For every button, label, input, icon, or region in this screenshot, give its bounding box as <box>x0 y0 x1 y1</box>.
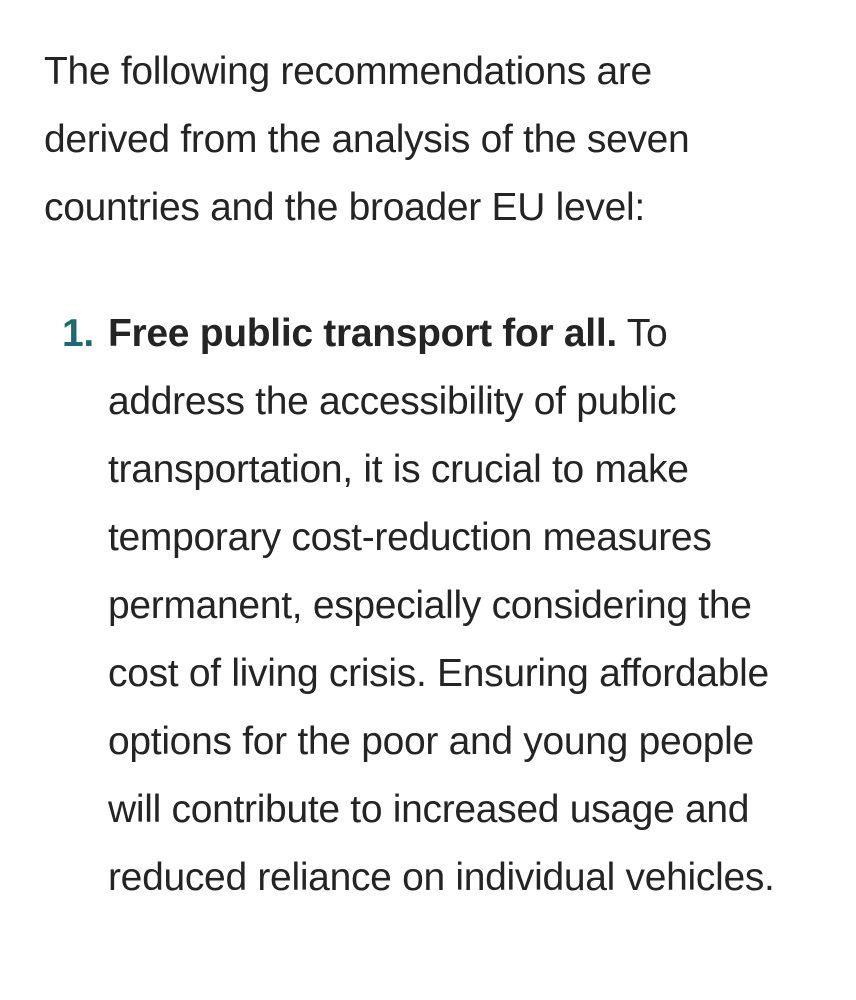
intro-paragraph: The following recommendations are derived from the analysis of the seven countries and the broader EU level: <box>44 50 690 229</box>
recommendation-item <box>44 300 808 912</box>
list-number: 1. <box>62 312 94 355</box>
recommendation-title: Free public transport for all. <box>108 312 617 355</box>
recommendations-list <box>44 300 816 912</box>
recommendation-body: To address the accessibility of public transportation, it is crucial to make temporary cost-reduction measures permanent, especially considering the cost of living crisis. Ensuring affordable options for the poor and young people will contribute to increased usage and reduced reliance on individual vehicles. <box>108 312 775 899</box>
